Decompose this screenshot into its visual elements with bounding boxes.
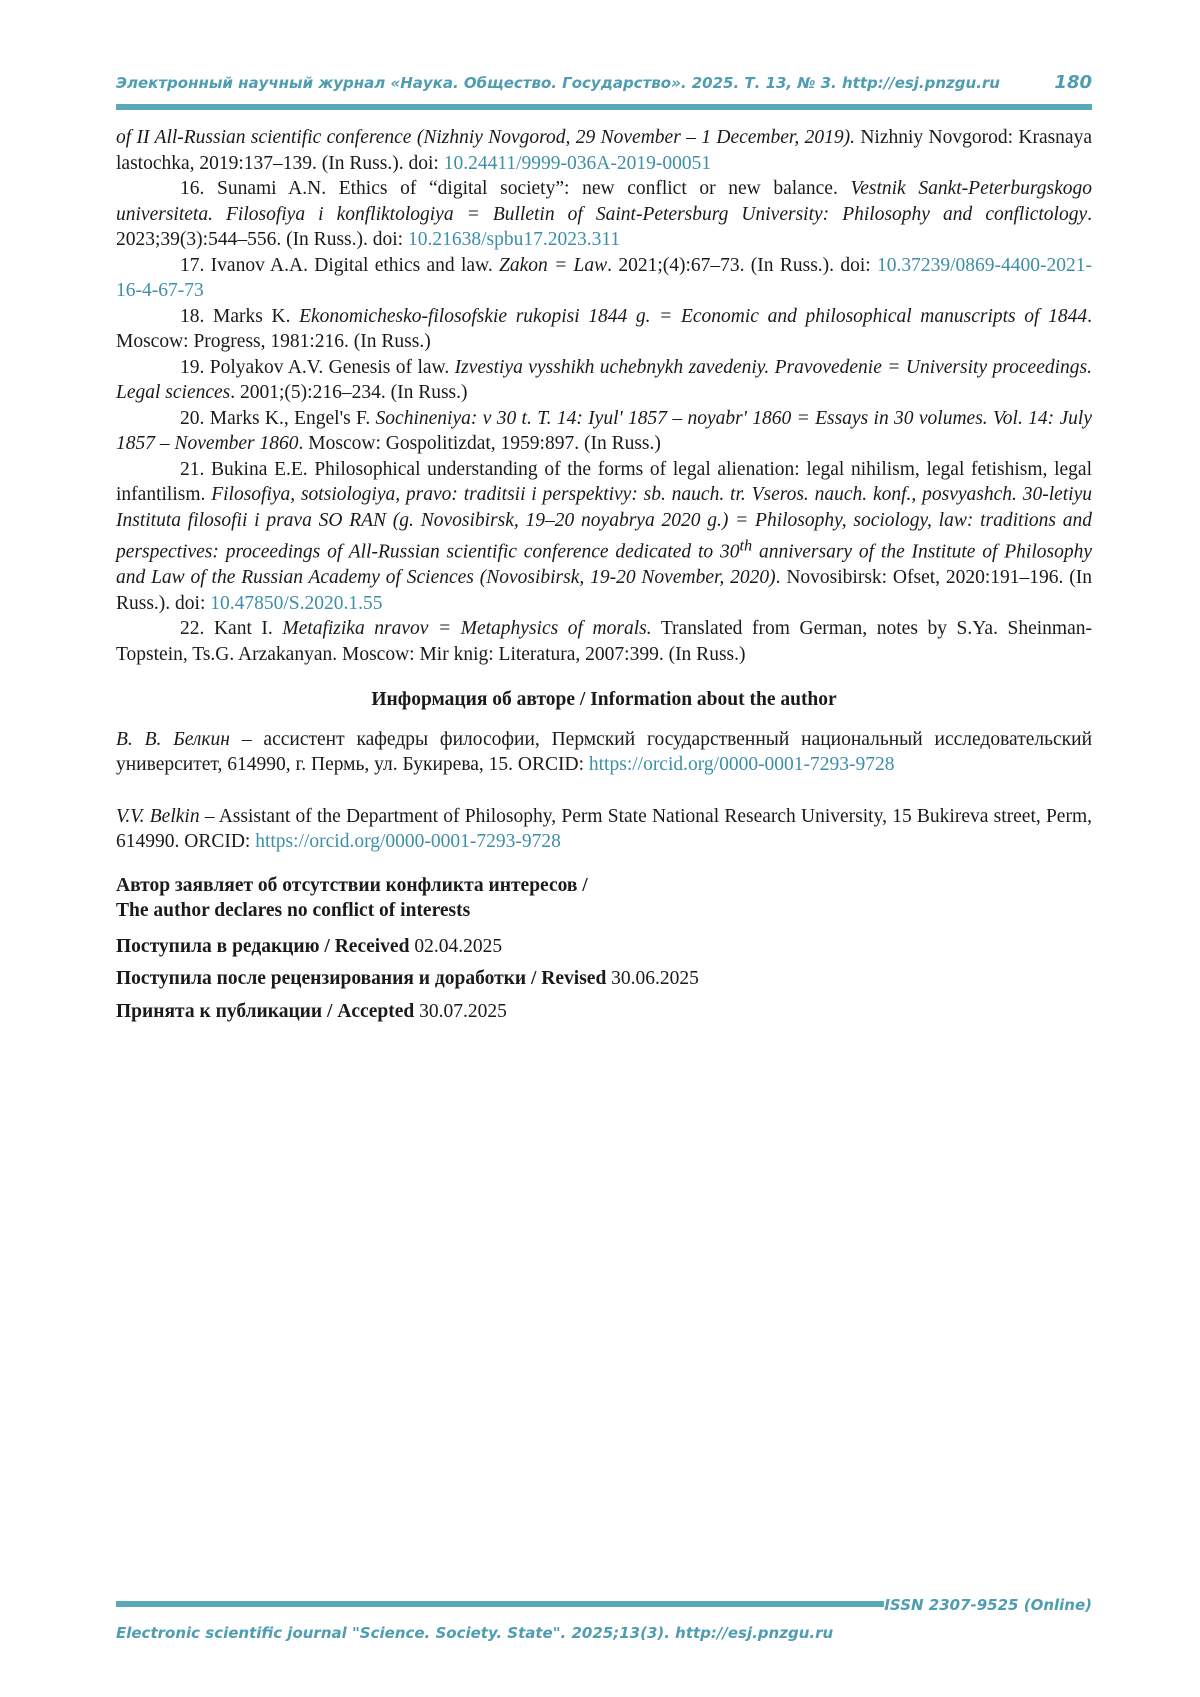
accepted-date: Принята к публикации / Accepted 30.07.2025 bbox=[116, 1000, 507, 1022]
page-number: 180 bbox=[1054, 72, 1092, 93]
author-info-en: V.V. Belkin – Assistant of the Department of Philosophy, Perm State National Research University, 15 Bukireva street, Perm, 614990. ORCID: https://orcid.org/0000-0001-7293-9728 bbox=[116, 805, 1093, 852]
submission-dates bbox=[116, 934, 1092, 1025]
doi-link[interactable]: 10.47850/S.2020.1.55 bbox=[210, 592, 383, 614]
doi-link[interactable]: 10.21638/spbu17.2023.311 bbox=[407, 229, 621, 250]
reference-15-continued: of II All-Russian scientific conference (Nizhniy Novgorod, 29 November – 1 December, 2019). Nizhniy Novgorod: Krasnaya lastochka, 2019:137–139. (In Russ.). doi: 10.24411/9999-036A-2019-00051 bbox=[116, 127, 1092, 174]
footer-citation: Electronic scientific journal "Science. Society. State". 2025;13(3). http://esj.pnzgu.ru bbox=[116, 1624, 834, 1642]
reference-21: 21. Bukina E.E. Philosophical understanding of the forms of legal alienation: legal nihilism, legal fetishism, legal infantilism. Filosofiya, sotsiologiya, pravo: traditsii i perspektivy: sb. nauch. tr. Vseros. nauch. konf., posvyashch. 30-letiyu Instituta filosofii i prava SO RAN (g. Novosibirsk, 19–20 noyabrya 2020 g.) = Philosophy, sociology, law: traditions and perspectives: proceedings of All-Russian scientific conference dedicated to 30th anniversary of the Institute of Philosophy and Law of the Russian Academy of Sciences (Novosibirsk, 19-20 November, 2020). Novosibirsk: Ofset, 2020:191–196. (In Russ.). doi: 10.47850/S.2020.1.55 bbox=[116, 458, 1093, 614]
header-rule bbox=[116, 104, 1092, 110]
author-info-heading: Информация об авторе / Information about the author bbox=[371, 689, 837, 710]
reference-17: 17. Ivanov A.A. Digital ethics and law. Zakon = Law. 2021;(4):67–73. (In Russ.). doi: 10.37239/0869-4400-2021-16-4-67-73 bbox=[116, 254, 1092, 301]
reference-22: 22. Kant I. Metafizika nravov = Metaphysics of morals. Translated from German, notes by S.Ya. Sheinman-Topstein, Ts.G. Arzakanyan. Moscow: Mir knig: Literatura, 2007:399. (In Russ.) bbox=[116, 618, 1092, 665]
footer-rule bbox=[116, 1601, 884, 1607]
reference-19: 19. Polyakov A.V. Genesis of law. Izvestiya vysshikh uchebnykh zavedeniy. Pravovedenie = University proceedings. Legal sciences. 2001;(5):216–234. (In Russ.) bbox=[116, 356, 1092, 403]
reference-20: 20. Marks K., Engel's F. Sochineniya: v 30 t. T. 14: Iyul' 1857 – noyabr' 1860 = Essays in 30 volumes. Vol. 14: July 1857 – November 1860. Moscow: Gospolitizdat, 1959:897. (In Russ.) bbox=[116, 407, 1092, 454]
running-header bbox=[116, 70, 1092, 98]
page-body bbox=[116, 125, 1092, 1031]
reference-16: 16. Sunami A.N. Ethics of “digital society”: new conflict or new balance. Vestnik Sankt-Peterburgskogo universiteta. Filosofiya i konfliktologiya = Bulletin of Saint-Petersburg University: Philosophy and conflictology. 2023;39(3):544–556. (In Russ.). doi: 10.21638/spbu17.2023.311 bbox=[116, 178, 1092, 250]
orcid-link[interactable]: https://orcid.org/0000-0001-7293-9728 bbox=[588, 754, 895, 775]
received-date: Поступила в редакцию / Received 02.04.2025 bbox=[116, 935, 503, 957]
orcid-link[interactable]: https://orcid.org/0000-0001-7293-9728 bbox=[255, 831, 561, 852]
doi-link[interactable]: 10.24411/9999-036A-2019-00051 bbox=[443, 152, 712, 174]
conflict-declaration: Автор заявляет об отсутствии конфликта интересов / The author declares no conflict of interests bbox=[116, 874, 588, 921]
doi-link[interactable]: 10.37239/0869-4400-2021-16-4-67-73 bbox=[116, 254, 1092, 301]
author-info-ru: В. В. Белкин – ассистент кафедры философии, Пермский государственный национальный исследовательский университет, 614990, г. Пермь, ул. Букирева, 15. ORCID: https://orcid.org/0000-0001-7293-9728 bbox=[116, 728, 1093, 775]
reference-18: 18. Marks K. Ekonomichesko-filosofskie rukopisi 1844 g. = Economic and philosophical manuscripts of 1844. Moscow: Progress, 1981:216. (In Russ.) bbox=[116, 305, 1092, 352]
journal-title: Электронный научный журнал «Наука. Общество. Государство». 2025. Т. 13, № 3. http://esj.pnzgu.ru bbox=[116, 74, 1000, 92]
revised-date: Поступила после рецензирования и доработки / Revised 30.06.2025 bbox=[116, 968, 699, 989]
issn-label: ISSN 2307-9525 (Online) bbox=[884, 1596, 1092, 1614]
